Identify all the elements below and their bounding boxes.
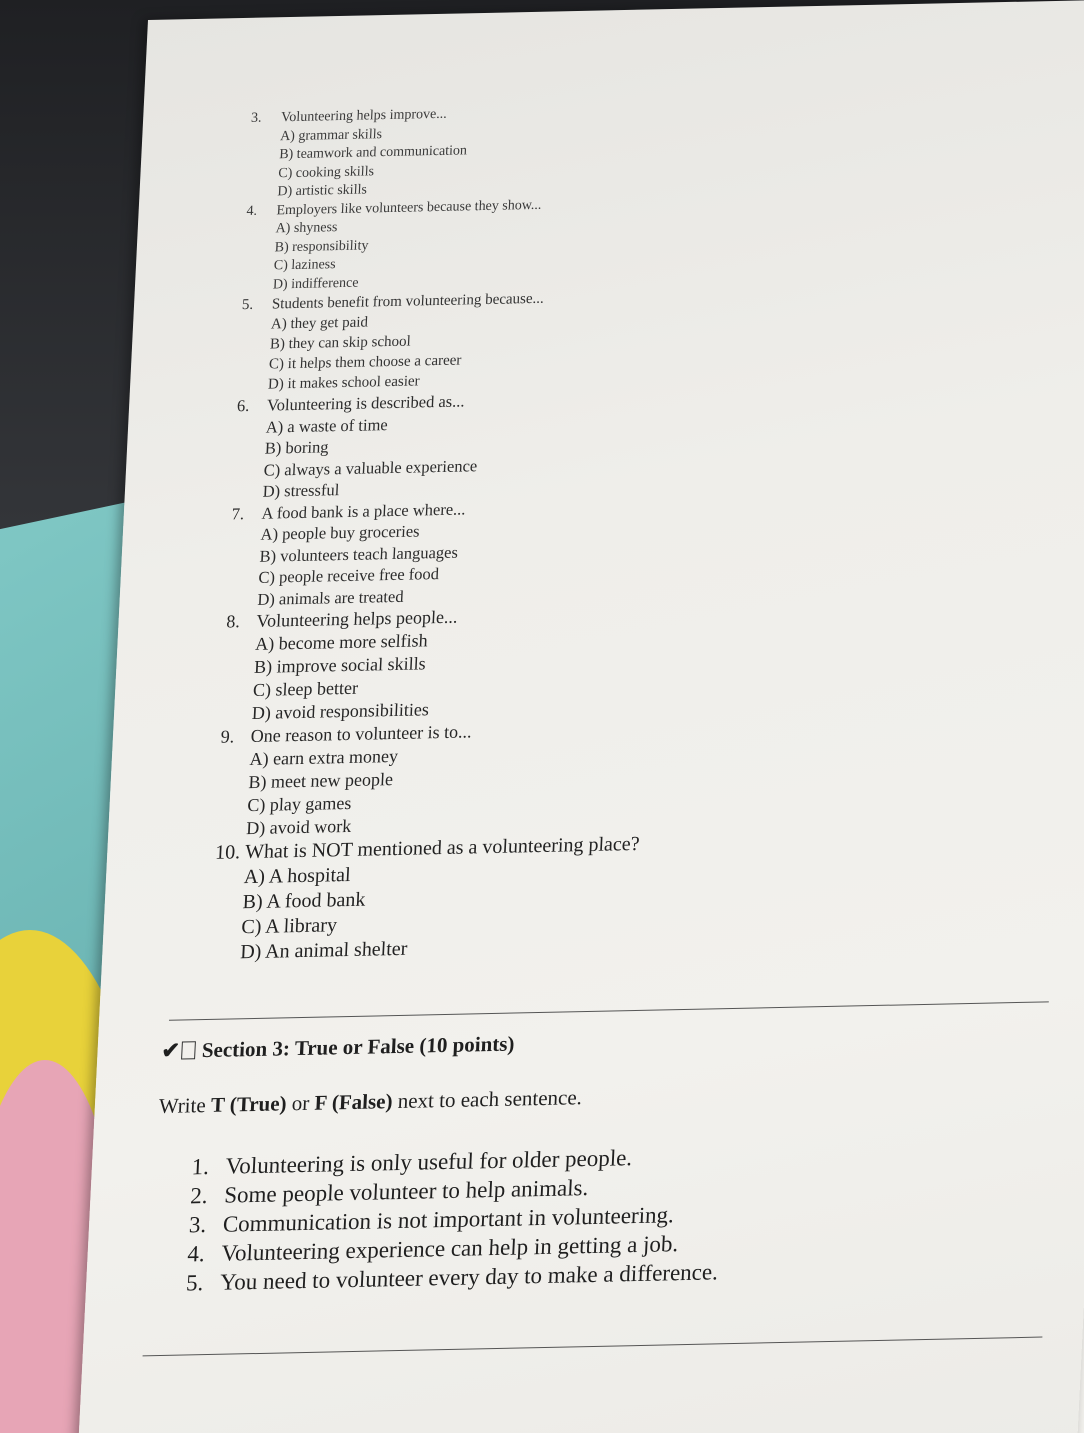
question-stem: A food bank is a place where... [261, 498, 467, 523]
option: C) always a valuable experience [263, 455, 478, 480]
option: C) cooking skills [277, 163, 375, 181]
statement-number: 5. [185, 1270, 204, 1296]
question-4 [242, 186, 1046, 295]
question-number: 4. [246, 203, 258, 219]
divider-line [143, 1337, 1043, 1357]
question-5 [238, 278, 1043, 395]
section-title-text: Section 3: True or False (10 points) [201, 1031, 516, 1063]
statement-number: 4. [186, 1241, 206, 1267]
multiple-choice-section [210, 93, 1052, 966]
question-number: 9. [220, 726, 235, 747]
question-3 [247, 93, 1051, 202]
question-stem: Employers like volunteers because they show... [276, 197, 542, 218]
statement-text: Some people volunteer to help animals. [223, 1175, 589, 1208]
question-stem: Students benefit from volunteering because... [271, 290, 545, 313]
option: A) shyness [275, 220, 338, 237]
question-stem: One reason to volunteer is to... [250, 721, 473, 747]
question-number: 8. [225, 611, 241, 632]
option: A) a waste of time [265, 414, 389, 437]
statement-text: Communication is not important in volunteering. [222, 1202, 675, 1237]
option: D) stressful [262, 480, 340, 501]
option: D) artistic skills [277, 182, 368, 200]
option: B) A food bank [242, 888, 366, 914]
question-9 [216, 709, 1021, 841]
instruction-text: or [286, 1090, 316, 1116]
question-8 [221, 594, 1026, 726]
statement-list [149, 1135, 1016, 1298]
option: B) meet new people [248, 769, 394, 793]
option: D) animals are treated [257, 586, 405, 609]
option: A) A hospital [243, 863, 352, 889]
instruction-false: F (False) [314, 1089, 394, 1115]
option: C) it helps them choose a career [268, 352, 462, 373]
instruction-text: next to each sentence. [391, 1085, 583, 1114]
option: A) they get paid [270, 314, 369, 333]
true-false-section [149, 1020, 1022, 1298]
option: B) they can skip school [269, 333, 412, 353]
question-number: 7. [231, 503, 245, 523]
option: C) people receive free food [258, 564, 440, 587]
worksheet-paper [77, 0, 1084, 1433]
option: B) teamwork and communication [278, 143, 468, 163]
instruction-text: Write [158, 1092, 212, 1119]
option: D) avoid work [245, 815, 352, 839]
option: C) A library [240, 914, 338, 939]
option: D) An animal shelter [239, 937, 408, 964]
question-number: 6. [236, 395, 250, 416]
option: D) avoid responsibilities [251, 699, 430, 723]
option: A) earn extra money [249, 745, 399, 770]
statement-number: 1. [191, 1153, 210, 1180]
statement-text: Volunteering is only useful for older people. [225, 1145, 633, 1179]
question-7 [227, 486, 1032, 610]
divider-line [169, 1001, 1049, 1020]
instruction-true: T (True) [210, 1091, 288, 1117]
statement-number: 3. [188, 1212, 207, 1238]
option: A) grammar skills [279, 126, 383, 144]
question-number: 5. [241, 296, 254, 314]
option: D) it makes school easier [267, 373, 420, 393]
question-stem: Volunteering helps people... [255, 606, 459, 631]
statement-text: Volunteering experience can help in getting a job. [220, 1231, 679, 1266]
option: C) laziness [273, 257, 336, 274]
option: C) play games [246, 792, 352, 816]
empty-box-icon [181, 1041, 196, 1059]
question-10 [210, 824, 1016, 966]
section-instruction [158, 1076, 1019, 1119]
option: B) boring [264, 437, 330, 458]
option: A) people buy groceries [260, 521, 421, 544]
question-6 [232, 378, 1037, 502]
option: B) improve social skills [253, 653, 427, 677]
checkmark-icon: ✔ [160, 1037, 181, 1063]
statement-number: 2. [189, 1182, 209, 1209]
question-stem: Volunteering is described as... [266, 391, 466, 415]
question-stem: Volunteering helps improve... [280, 106, 448, 126]
question-stem: What is NOT mentioned as a volunteering place? [244, 832, 641, 864]
option: A) become more selfish [254, 630, 429, 654]
option: B) responsibility [274, 237, 369, 255]
section-title [161, 1020, 1022, 1064]
option: D) indifference [272, 275, 359, 292]
question-number: 10. [214, 841, 241, 864]
question-number: 3. [250, 110, 262, 126]
option: B) volunteers teach languages [259, 542, 459, 566]
statement-text: You need to volunteer every day to make a difference. [219, 1259, 719, 1295]
option: C) sleep better [252, 677, 359, 700]
